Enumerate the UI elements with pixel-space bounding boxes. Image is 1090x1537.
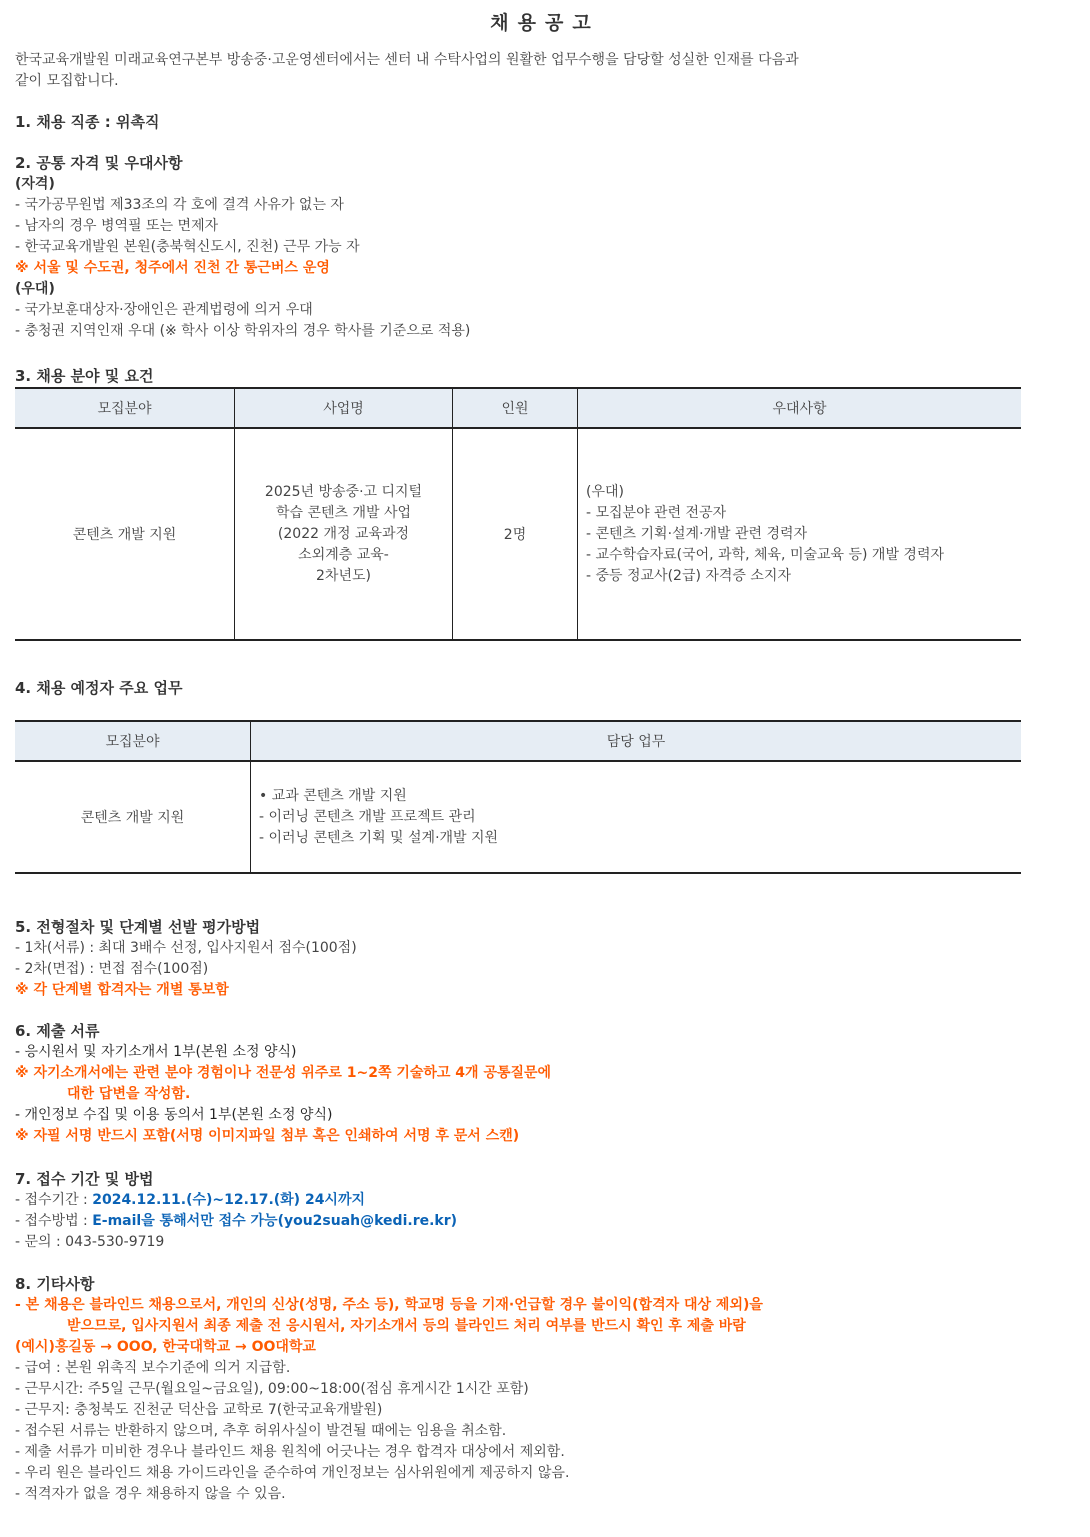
qualification-item: - 남자의 경우 병역필 또는 면제자 [15, 218, 219, 234]
project-line: 2025년 방송중·고 디지털 [264, 483, 423, 500]
section-1 [15, 112, 1015, 133]
column-header: 우대사항 [578, 388, 1022, 428]
intro-line: 같이 모집합니다. [15, 73, 119, 89]
other-item: - 제출 서류가 미비한 경우나 블라인드 채용 원칙에 어긋나는 경우 합격자 대상에서 제외함. [15, 1444, 565, 1460]
section-7 [15, 1169, 1015, 1253]
other-item: - 급여 : 본원 위촉직 보수기준에 의거 지급함. [15, 1360, 291, 1376]
other-item: - 근무시간: 주5일 근무(월요일~금요일), 09:00~18:00(점심 휴게시간 1시간 포함) [15, 1381, 529, 1397]
document-item: - 개인정보 수집 및 이용 동의서 1부(본원 소정 양식) [15, 1107, 333, 1123]
intro-line: 한국교육개발원 미래교육연구본부 방송중·고운영센터에서는 센터 내 수탁사업의 원활한 업무수행을 담당할 성실한 인재를 다음과 [15, 52, 799, 68]
intro-paragraph [15, 50, 1015, 92]
headcount-cell: 2명 [453, 428, 578, 640]
method-value: E-mail을 통해서만 접수 가능(you2suah@kedi.re.kr) [92, 1213, 458, 1229]
document-note: 대한 답변을 작성함. [67, 1086, 191, 1102]
selection-step: - 2차(면접) : 면접 점수(100점) [15, 961, 209, 977]
duty-line: • 교과 콘텐츠 개발 지원 [259, 787, 407, 804]
preference-label: (우대) [15, 281, 55, 297]
project-cell [235, 428, 453, 640]
page-title: 채용공고 [490, 12, 600, 34]
section-4-heading: 4. 채용 예정자 주요 업무 [15, 679, 183, 697]
other-item: - 접수된 서류는 반환하지 않으며, 추후 허위사실이 발견될 때에는 임용을 취소함. [15, 1423, 507, 1439]
blind-notice: - 본 채용은 블라인드 채용으로서, 개인의 신상(성명, 주소 등), 학교명 등을 기재·언급할 경우 불이익(합격자 대상 제외)을 [15, 1297, 763, 1313]
qualification-label: (자격) [15, 176, 55, 192]
section-2-heading: 2. 공통 자격 및 우대사항 [15, 154, 183, 172]
field-cell: 콘텐츠 개발 지원 [15, 428, 235, 640]
column-header: 사업명 [235, 388, 453, 428]
other-item: - 우리 원은 블라인드 채용 가이드라인을 준수하여 개인정보는 심사위원에게 제공하지 않음. [15, 1465, 570, 1481]
period-value: 2024.12.11.(수)~12.17.(화) 24시까지 [92, 1192, 366, 1208]
application-period [15, 1190, 1015, 1211]
project-line: 2차년도) [316, 567, 371, 584]
document-item: - 응시원서 및 자기소개서 1부(본원 소정 양식) [15, 1044, 297, 1060]
period-label: - 접수기간 : [15, 1192, 93, 1208]
document-note: ※ 자필 서명 반드시 포함(서명 이미지파일 첨부 혹은 인쇄하여 서명 후 문서 스캔) [15, 1128, 520, 1144]
preference-line: (우대) [586, 483, 624, 500]
preference-cell [578, 428, 1022, 640]
preference-line: - 모집분야 관련 전공자 [586, 504, 727, 521]
section-3-heading: 3. 채용 분야 및 요건 [15, 367, 154, 385]
duty-line: - 이러닝 콘텐츠 기획 및 설계·개발 지원 [259, 829, 499, 846]
section-8-heading: 8. 기타사항 [15, 1275, 95, 1293]
preference-line: - 교수학습자료(국어, 과학, 체육, 미술교육 등) 개발 경력자 [586, 546, 945, 563]
table-row [15, 761, 1021, 873]
table-header-row [15, 388, 1021, 428]
selection-step: - 1차(서류) : 최대 3배수 선정, 입사지원서 점수(100점) [15, 940, 357, 956]
section-4 [15, 678, 1015, 699]
field-cell: 콘텐츠 개발 지원 [15, 761, 251, 873]
table-row [15, 428, 1021, 640]
selection-note: ※ 각 단계별 합격자는 개별 통보함 [15, 982, 229, 998]
section-3 [15, 366, 1015, 387]
section-7-heading: 7. 접수 기간 및 방법 [15, 1170, 154, 1188]
qualification-item: - 국가공무원법 제33조의 각 호에 결격 사유가 없는 자 [15, 197, 344, 213]
blind-example: (예시)홍길동 → OOO, 한국대학교 → OO대학교 [15, 1339, 316, 1355]
section-6 [15, 1021, 1015, 1147]
commuter-bus-note: ※ 서울 및 수도권, 청주에서 진천 간 통근버스 운영 [15, 260, 330, 276]
column-header: 모집분야 [15, 721, 251, 761]
duty-line: - 이러닝 콘텐츠 개발 프로젝트 관리 [259, 808, 476, 825]
project-line: 소외계층 교육- [298, 546, 389, 563]
section-8 [15, 1274, 1015, 1505]
method-label: - 접수방법 : [15, 1213, 93, 1229]
section-5 [15, 917, 1015, 1001]
recruitment-table [15, 387, 1021, 641]
section-5-heading: 5. 전형절차 및 단계별 선발 평가방법 [15, 918, 261, 936]
other-item: - 적격자가 없을 경우 채용하지 않을 수 있음. [15, 1486, 286, 1502]
document-note: ※ 자기소개서에는 관련 분야 경험이나 전문성 위주로 1~2쪽 기술하고 4개 공통질문에 [15, 1065, 552, 1081]
duties-cell [251, 761, 1022, 873]
preference-line: - 콘텐츠 기획·설계·개발 관련 경력자 [586, 525, 808, 542]
preference-item: - 국가보훈대상자·장애인은 관계법령에 의거 우대 [15, 302, 313, 318]
preference-item: - 충청권 지역인재 우대 (※ 학사 이상 학위자의 경우 학사를 기준으로 적용) [15, 323, 471, 339]
project-line: (2022 개정 교육과정 [277, 525, 410, 542]
project-line: 학습 콘텐츠 개발 사업 [275, 504, 412, 521]
table-header-row [15, 721, 1021, 761]
application-method [15, 1211, 1015, 1232]
column-header: 담당 업무 [251, 721, 1022, 761]
section-2 [15, 153, 1015, 342]
other-item: - 근무지: 충청북도 진천군 덕산읍 교학로 7(한국교육개발원) [15, 1402, 383, 1418]
qualification-item: - 한국교육개발원 본원(충북혁신도시, 진천) 근무 가능 자 [15, 239, 360, 255]
column-header: 인원 [453, 388, 578, 428]
blind-notice: 받으므로, 입사지원서 최종 제출 전 응시원서, 자기소개서 등의 블라인드 처리 여부를 반드시 확인 후 제출 바람 [67, 1318, 746, 1334]
preference-line: - 중등 정교사(2급) 자격증 소지자 [586, 567, 791, 584]
duties-table [15, 720, 1021, 874]
column-header: 모집분야 [15, 388, 235, 428]
section-6-heading: 6. 제출 서류 [15, 1022, 100, 1040]
contact-info: - 문의 : 043-530-9719 [15, 1234, 165, 1250]
section-1-heading: 1. 채용 직종 : 위촉직 [15, 113, 160, 131]
